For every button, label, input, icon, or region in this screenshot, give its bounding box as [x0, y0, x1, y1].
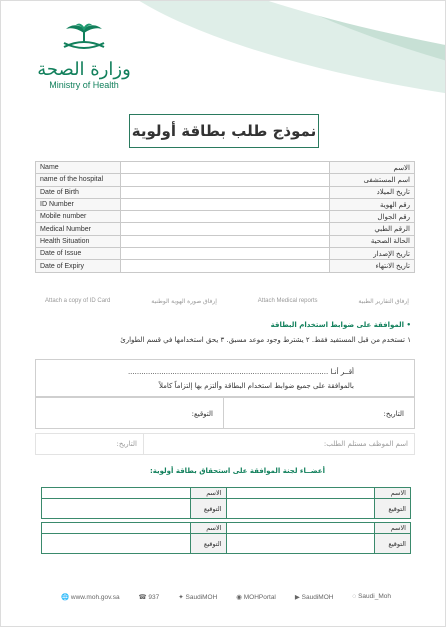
ack-name-line[interactable]: أقــر أنـا .......................................................................................... — [127, 368, 354, 376]
signature-box — [35, 397, 415, 429]
field-label-ar: تاريخ الإصدار — [330, 248, 415, 260]
field-label-ar: الرقم الطبي — [330, 223, 415, 235]
field-value[interactable] — [121, 235, 330, 247]
committee-sign-label: التوقيع — [190, 499, 226, 519]
committee-name-label: الاسم — [375, 523, 411, 534]
field-row — [36, 248, 415, 260]
attach-id-en: Attach a copy of ID Card — [45, 298, 111, 304]
field-value[interactable] — [121, 174, 330, 186]
rules-title: • الموافقة على ضوابط استخدام البطاقة — [270, 321, 411, 329]
committee-sign-row — [42, 534, 411, 554]
field-value[interactable] — [121, 198, 330, 210]
committee-sign-label: التوقيع — [375, 534, 411, 554]
employee-date-cell[interactable] — [36, 434, 144, 454]
logo-arabic-text: وزارة الصحة — [37, 59, 131, 80]
signature-label: التوقيع: — [191, 410, 213, 418]
committee-name-value[interactable] — [226, 523, 375, 534]
date-cell[interactable] — [224, 398, 414, 428]
field-label-en: Name — [36, 162, 121, 174]
field-label-en: Health Situation — [36, 235, 121, 247]
committee-name-label: الاسم — [190, 488, 226, 499]
applicant-info-table — [35, 161, 415, 273]
field-row — [36, 260, 415, 272]
form-title: نموذج طلب بطاقة أولوية — [131, 122, 317, 140]
acknowledgement-box — [35, 359, 415, 397]
field-label-ar: اسم المستشفى — [330, 174, 415, 186]
field-label-en: Mobile number — [36, 211, 121, 223]
attach-id-ar: إرفاق صورة الهوية الوطنية — [151, 299, 217, 305]
committee-title: أعضــاء لجنة الموافقة على استحقاق بطاقة أولوية: — [149, 467, 325, 475]
field-value[interactable] — [121, 162, 330, 174]
rules-text: ١ تستخدم من قبل المستفيد فقط. ٢ يشترط وجود موعد مسبق. ٣ يحق استخدامها في قسم الطوارئ — [120, 336, 411, 344]
committee-sign-row — [42, 499, 411, 519]
field-row — [36, 162, 415, 174]
field-label-en: ID Number — [36, 198, 121, 210]
committee-sign-value[interactable] — [42, 499, 191, 519]
committee-name-label: الاسم — [375, 488, 411, 499]
committee-sign-label: التوقيع — [190, 534, 226, 554]
committee-sign-label: التوقيع — [375, 499, 411, 519]
field-label-en: Medical Number — [36, 223, 121, 235]
employee-name-label: اسم الموظف مستلم الطلب: — [323, 440, 408, 448]
committee-sign-value[interactable] — [226, 534, 375, 554]
committee-sign-value[interactable] — [226, 499, 375, 519]
employee-name-cell[interactable] — [144, 434, 414, 454]
attachments-row — [45, 298, 409, 305]
committee-name-value[interactable] — [226, 488, 375, 499]
employee-box — [35, 433, 415, 455]
field-row — [36, 186, 415, 198]
committee-name-value[interactable] — [42, 523, 191, 534]
date-label: التاريخ: — [383, 410, 404, 418]
committee-name-label: الاسم — [190, 523, 226, 534]
palm-swords-icon — [56, 23, 112, 53]
footer — [61, 593, 391, 601]
committee-name-row — [42, 488, 411, 499]
field-label-ar: الحالة الصحية — [330, 235, 415, 247]
committee-table — [41, 487, 411, 554]
form-title-box — [129, 114, 319, 148]
footer-snapchat[interactable]: ◌ Saudi_Moh — [352, 593, 391, 600]
field-label-en: name of the hospital — [36, 174, 121, 186]
field-value[interactable] — [121, 260, 330, 272]
field-row — [36, 223, 415, 235]
committee-sign-value[interactable] — [42, 534, 191, 554]
field-label-en: Date of Birth — [36, 186, 121, 198]
committee-name-value[interactable] — [42, 488, 191, 499]
field-label-ar: رقم الهوية — [330, 198, 415, 210]
field-row — [36, 198, 415, 210]
field-label-ar: رقم الجوال — [330, 211, 415, 223]
field-label-ar: تاريخ الانتهاء — [330, 260, 415, 272]
field-row — [36, 235, 415, 247]
footer-youtube[interactable]: ▶ SaudiMOH — [294, 594, 334, 601]
field-value[interactable] — [121, 186, 330, 198]
field-label-ar: الاسم — [330, 162, 415, 174]
field-label-ar: تاريخ الميلاد — [330, 186, 415, 198]
ministry-logo — [29, 23, 139, 90]
attach-med-en: Attach Medical reports — [257, 298, 318, 304]
field-label-en: Date of Expiry — [36, 260, 121, 272]
field-value[interactable] — [121, 211, 330, 223]
ack-statement: بالموافقة على جميع ضوابط استخدام البطاقة وألتزم بها إلتزاماً كاملاً — [158, 382, 354, 390]
field-row — [36, 211, 415, 223]
field-row — [36, 174, 415, 186]
footer-twitter[interactable]: ✦ SaudiMOH — [178, 594, 218, 601]
employee-date-label: التاريخ: — [116, 440, 137, 448]
field-value[interactable] — [121, 248, 330, 260]
footer-portal[interactable]: ◉ MOHPortal — [236, 594, 276, 601]
field-label-en: Date of Issue — [36, 248, 121, 260]
committee-name-row — [42, 523, 411, 534]
footer-website[interactable]: 🌐 www.moh.gov.sa — [61, 594, 120, 601]
signature-cell[interactable] — [36, 398, 224, 428]
footer-phone[interactable]: ☎ 937 — [138, 594, 160, 601]
logo-english-text: Ministry of Health — [49, 80, 119, 90]
attach-med-ar: إرفاق التقارير الطبية — [358, 299, 409, 305]
field-value[interactable] — [121, 223, 330, 235]
